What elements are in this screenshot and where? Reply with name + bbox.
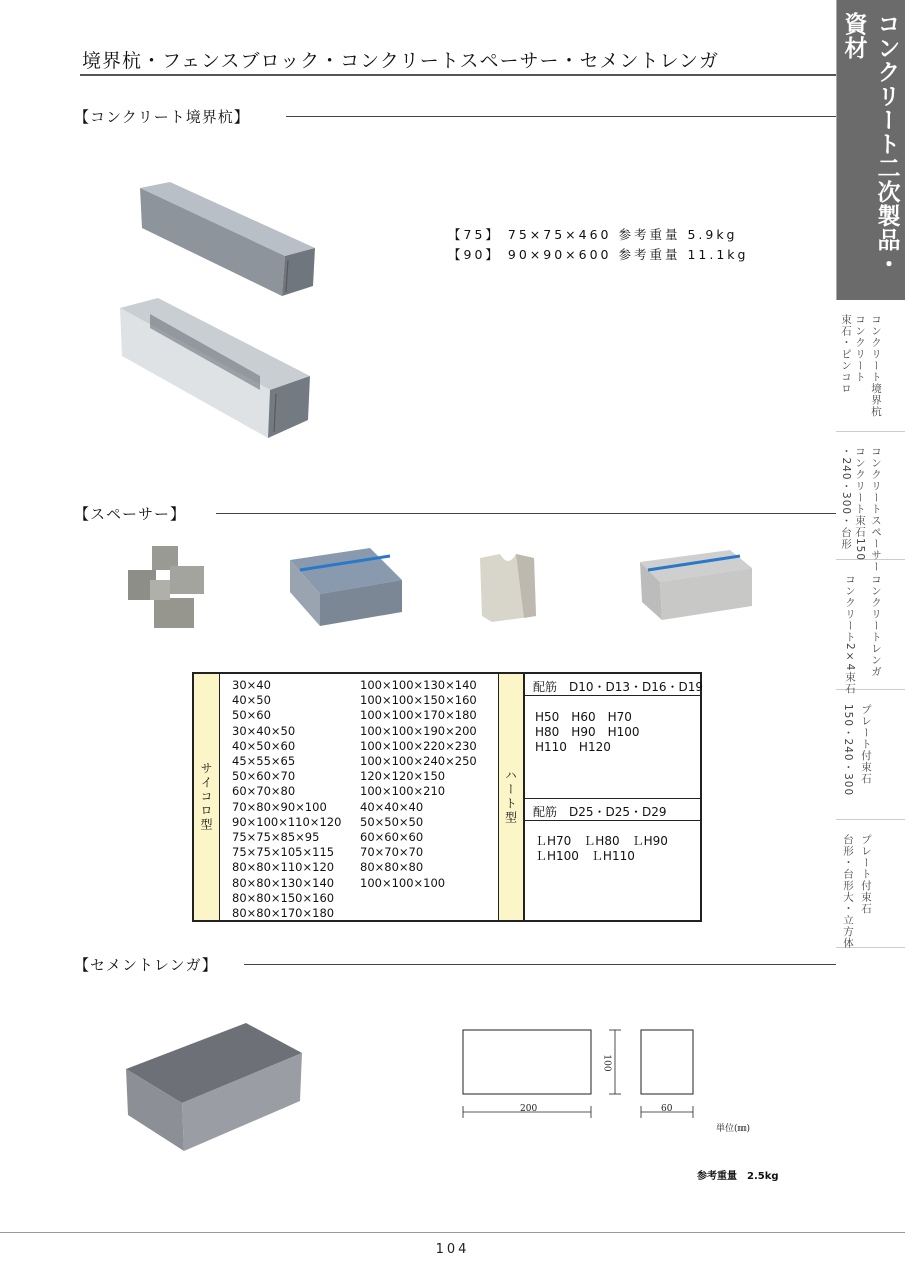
section-heading-boundary: 【コンクリート境界杭】 — [74, 106, 258, 127]
rebar-heading-2: 配筋 D25・D25・D29 — [525, 799, 701, 821]
side-item-label: 台形・台形大・立方体 — [842, 834, 854, 949]
size-value: 80×80×80 — [360, 860, 424, 875]
size-value: 70×80×90×100 — [232, 799, 327, 814]
size-value: 80×80×150×160 — [232, 890, 335, 905]
side-item-plate-stone[interactable] — [836, 690, 905, 820]
size-value: 100×100×130×140 — [360, 678, 477, 692]
side-item-spacer[interactable] — [836, 432, 905, 573]
size-value: 100×100×240×250 — [360, 754, 477, 769]
side-item-label: コンクリート束石150 — [854, 446, 866, 562]
boundary-stake-75-image — [140, 182, 315, 296]
saikoro-label: サイコロ型 — [199, 762, 213, 832]
size-value: 80×80×170×180 — [232, 906, 335, 921]
brick-height-label: 100 — [601, 1054, 612, 1072]
size-value: 100×100×220×230 — [360, 738, 477, 753]
dice-spacer-image — [128, 546, 204, 628]
section-heading-spacer: 【スペーサー】 — [74, 503, 194, 524]
boundary-spec-90: 【90】 90×90×600 参考重量 11.1kg — [448, 247, 749, 262]
heart-rebar-box — [524, 674, 704, 920]
size-value: 30×40 — [232, 678, 271, 692]
saikoro-label-cell — [194, 674, 220, 920]
saikoro-sizes-col1 — [232, 678, 341, 921]
size-value: 60×60×60 — [360, 830, 424, 845]
side-item-label: コンクリート境界杭 — [870, 314, 882, 418]
size-value: 100×100×190×200 — [360, 723, 477, 738]
heart-label: ハート型 — [503, 769, 518, 825]
side-item-plate-stone-2[interactable] — [836, 820, 905, 948]
size-value: 80×80×130×140 — [232, 875, 335, 890]
side-divider — [836, 0, 837, 300]
side-item-label: コンクリート — [854, 314, 866, 383]
side-item-label: ・240・300・台形 — [840, 446, 852, 550]
size-value: 30×40×50 — [232, 723, 296, 738]
cement-brick-image — [120, 1015, 310, 1160]
spacer-spec-table — [192, 672, 702, 922]
spacer-images — [120, 540, 770, 640]
rebar-sizes-2: ＬH70 ＬH80 ＬH90 ＬH100 ＬH110 — [535, 834, 668, 863]
size-value: 40×40×40 — [360, 799, 424, 814]
section-rule — [244, 964, 836, 965]
side-item-brick[interactable] — [836, 560, 905, 695]
heart-label-cell — [498, 674, 524, 920]
size-value: 50×60 — [232, 708, 271, 723]
boundary-spec-75: 【75】 75×75×460 参考重量 5.9kg — [448, 227, 738, 242]
brick-dimension-drawing — [455, 1022, 695, 1132]
unit-label: 単位(㎜) — [716, 1124, 751, 1134]
size-value: 40×50 — [232, 693, 271, 708]
boundary-stake-90-image — [120, 298, 310, 438]
brick-reference-weight: 参考重量 2.5kg — [697, 1171, 779, 1182]
size-value: 60×70×80 — [232, 784, 296, 799]
side-tab — [836, 0, 905, 300]
size-value: 50×60×70 — [232, 769, 296, 784]
rebar-heading-1: 配筋 D10・D13・D16・D19 — [525, 674, 701, 696]
side-item-label: コンクリートレンガ — [870, 574, 882, 678]
rebar-sizes-1: H50 H60 H70 H80 H90 H100 H110 H120 — [535, 710, 640, 754]
side-item-label: 束石・ピンコロ — [840, 314, 852, 395]
bundled-spacer-image — [290, 548, 402, 626]
size-value: 100×100×170×180 — [360, 708, 477, 723]
side-item-boundary[interactable] — [836, 300, 905, 432]
section-heading-brick: 【セメントレンガ】 — [74, 954, 226, 975]
side-item-label: 150・240・300 — [842, 704, 854, 797]
heart-spacer-image — [480, 554, 536, 622]
side-item-label: プレート付束石 — [860, 704, 872, 785]
size-value: 45×55×65 — [232, 754, 296, 769]
size-value: 40×50×60 — [232, 738, 296, 753]
section-rule — [286, 116, 836, 117]
brick-depth-label: 60 — [661, 1104, 673, 1114]
size-value: 50×50×50 — [360, 814, 424, 829]
size-value: 100×100×100 — [360, 875, 446, 890]
size-value: 120×120×150 — [360, 769, 446, 784]
page-number: 104 — [435, 1242, 470, 1257]
page-title: 境界杭・フェンスブロック・コンクリートスペーサー・セメントレンガ — [82, 50, 720, 72]
size-value: 80×80×110×120 — [232, 860, 335, 875]
size-value: 75×75×85×95 — [232, 830, 320, 845]
boundary-stake-images — [110, 180, 330, 440]
size-value: 75×75×105×115 — [232, 845, 335, 860]
title-rule — [80, 74, 836, 76]
size-value: 90×100×110×120 — [232, 814, 342, 829]
side-item-label: コンクリートスペーサー — [870, 446, 882, 573]
side-item-label: コンクリート2×4束石 — [844, 574, 856, 695]
size-value: 100×100×210 — [360, 784, 446, 799]
brick-width-label: 200 — [520, 1104, 538, 1114]
side-tab-title: コンクリート二次製品・資材 — [840, 12, 900, 276]
size-value: 70×70×70 — [360, 845, 424, 860]
size-value: 100×100×150×160 — [360, 693, 477, 708]
boundary-spec-list — [448, 225, 748, 265]
bundled-heart-spacer-image — [640, 550, 752, 620]
footer-rule — [0, 1232, 905, 1233]
section-rule — [216, 513, 836, 514]
saikoro-sizes-col2 — [360, 678, 477, 891]
side-item-label: プレート付束石 — [860, 834, 872, 915]
